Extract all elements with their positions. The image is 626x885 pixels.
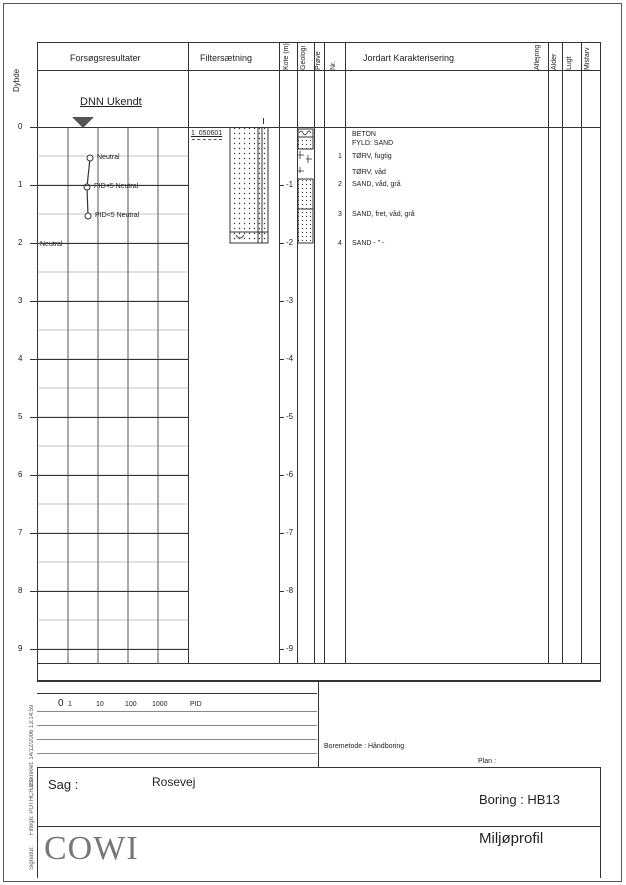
- kote-tick-label: -4: [286, 354, 294, 363]
- layer-nr: 1: [338, 153, 342, 160]
- filter-header: Filtersætning: [200, 53, 253, 63]
- geologi-header: Geologi: [300, 45, 307, 70]
- depth-tick: [30, 533, 37, 534]
- side-stamp: Signatur:: [29, 845, 35, 870]
- depth-tick-label: 8: [18, 586, 23, 595]
- layer-nr: 3: [338, 211, 342, 218]
- layer-description: TØRV, fugtig: [352, 153, 392, 160]
- depth-tick: [30, 301, 37, 302]
- depth-tick-label: 1: [18, 180, 23, 189]
- soil-header: Jordart Karakterisering: [363, 53, 455, 63]
- misfarv-header: Misfarv: [584, 47, 591, 70]
- kote-tick-label: -2: [286, 238, 294, 247]
- depth-tick-label: 4: [18, 354, 23, 363]
- kote-header: Kote (m): [283, 43, 290, 70]
- layer-description: SAND, fret, våd, grå: [352, 211, 415, 218]
- neutral-side-label: Neutral: [40, 241, 63, 248]
- pid-point: [87, 155, 93, 161]
- depth-tick: [30, 649, 37, 650]
- alder-header: Alder: [551, 53, 558, 70]
- pid-grid: [37, 127, 189, 664]
- side-stamp: Filtegn: POTHCH 2.0: [29, 778, 35, 835]
- prove-header: Prøve: [315, 51, 322, 70]
- filter-label: 1_050601: [191, 130, 223, 137]
- depth-tick: [30, 475, 37, 476]
- depth-tick: [30, 127, 37, 128]
- layer-description: SAND, våd, grå: [352, 181, 401, 188]
- geology-column: [297, 127, 314, 245]
- pid-axis-tick: 100: [125, 701, 137, 708]
- depth-tick-label: 5: [18, 412, 23, 421]
- layer-nr: 2: [338, 181, 342, 188]
- plan-label: Plan :: [478, 758, 496, 765]
- depth-header: Dybde: [12, 68, 21, 92]
- kote-tick-label: -3: [286, 296, 294, 305]
- depth-tick-label: 7: [18, 528, 23, 537]
- pid-axis-tick: 1: [68, 701, 72, 708]
- company-logo: COWI: [44, 830, 139, 867]
- lugt-header: Lugt: [566, 56, 573, 70]
- pid-axis-tick: 0: [58, 698, 64, 709]
- filter-well: [228, 127, 272, 245]
- kote-tick-label: -7: [286, 528, 294, 537]
- layer-description: TØRV, våd: [352, 169, 386, 176]
- depth-tick: [30, 417, 37, 418]
- sag-value: Rosevej: [152, 775, 196, 789]
- document-title: Miljøprofil: [479, 830, 544, 847]
- depth-tick-label: 6: [18, 470, 23, 479]
- pid-point: [85, 213, 91, 219]
- pid-axis-tick: 1000: [152, 701, 168, 708]
- pid-axis-label: PID: [190, 701, 202, 708]
- layer-nr: 4: [338, 240, 342, 247]
- depth-tick-label: 0: [18, 122, 23, 131]
- sag-label: Sag :: [48, 777, 79, 792]
- water-level-label: DNN Ukendt: [80, 96, 142, 108]
- pid-axis-tick: 10: [96, 701, 104, 708]
- depth-tick: [30, 591, 37, 592]
- depth-tick: [30, 359, 37, 360]
- side-stamp: Udskrevet: 14/12/2006 13:14:59: [29, 704, 35, 790]
- kote-tick-label: -8: [286, 586, 294, 595]
- layer-description: SAND - " -: [352, 240, 385, 247]
- kote-tick-label: -1: [286, 180, 294, 189]
- kote-tick-label: -5: [286, 412, 294, 421]
- depth-tick-label: 9: [18, 644, 23, 653]
- filter-dashes: [192, 139, 222, 140]
- depth-tick: [30, 185, 37, 186]
- depth-tick-label: 3: [18, 296, 23, 305]
- depth-tick-label: 2: [18, 238, 23, 247]
- aflejring-header: Aflejring: [534, 44, 541, 70]
- nr-header: Nr.: [330, 61, 337, 70]
- boring-id: Boring : HB13: [479, 792, 560, 807]
- kote-tick-label: -6: [286, 470, 294, 479]
- bore-method: Boremetode : Håndboring: [324, 743, 405, 750]
- pid-point-label: PID<5 Neutral: [94, 183, 139, 190]
- layer-description: BETON: [352, 131, 376, 138]
- depth-tick: [30, 243, 37, 244]
- pid-point-label: Neutral: [97, 154, 120, 161]
- tests-header: Forsøgsresultater: [70, 53, 141, 63]
- kote-tick-label: -9: [286, 644, 294, 653]
- layer-description: FYLD: SAND: [352, 140, 394, 147]
- pid-point-label: PID<5 Neutral: [95, 212, 140, 219]
